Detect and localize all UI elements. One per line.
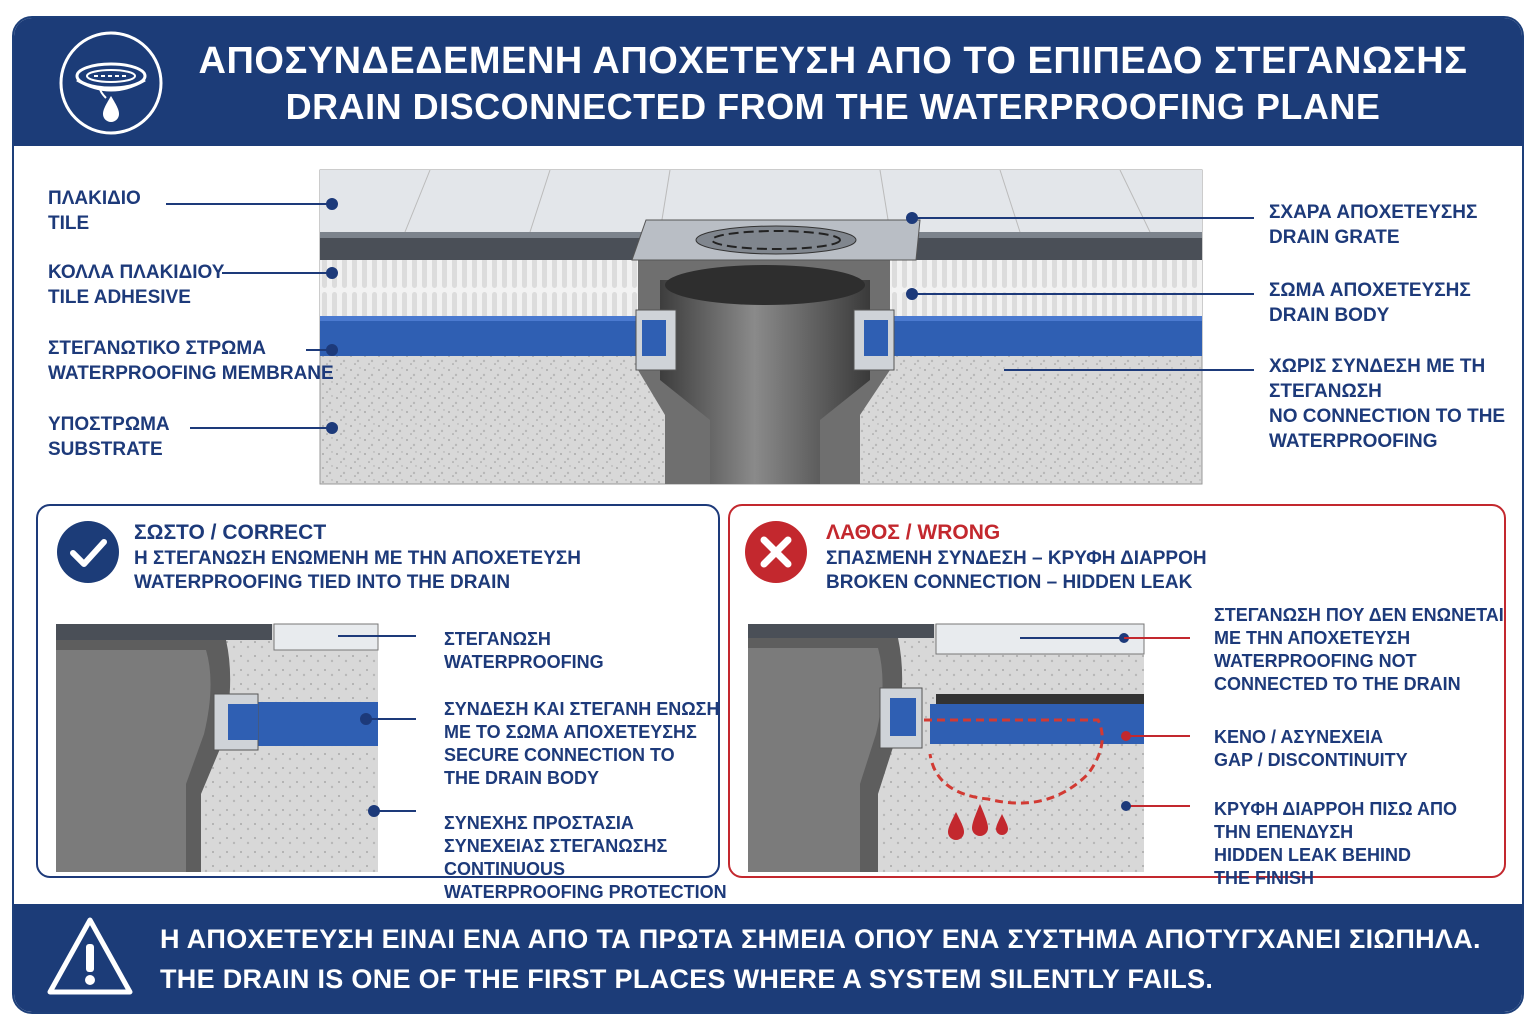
correct-title: ΣΩΣΤΟ / CORRECT bbox=[134, 521, 327, 544]
wrong-label-not-connected: ΣΤΕΓΑΝΩΣΗ ΠΟΥ ΔΕΝ ΕΝΩΝΕΤΑΙ ΜΕ ΤΗΝ ΑΠΟΧΕΤΕΥΣΗ WATERPROOFING NOT CONNECTED TO THE DRAIN bbox=[1214, 605, 1504, 694]
wrong-panel bbox=[728, 504, 1506, 888]
wrong-subtitle-english: BROKEN CONNECTION – HIDDEN LEAK bbox=[826, 572, 1193, 593]
label-no-connection: ΧΩΡΙΣ ΣΥΝΔΕΣΗ ΜΕ ΤΗ ΣΤΕΓΑΝΩΣΗ NO CONNECTION TO THE WATERPROOFING bbox=[1269, 356, 1506, 452]
label-waterproofing-membrane: ΣΤΕΓΑΝΩΤΙΚΟ ΣΤΡΩΜΑ WATERPROOFING MEMBRANE bbox=[48, 338, 334, 384]
correct-panel bbox=[36, 504, 727, 902]
main-leader-lines bbox=[14, 18, 1524, 498]
label-tile-adhesive: ΚΟΛΛΑ ΠΛΑΚΙΔΙΟΥ TILE ADHESIVE bbox=[48, 262, 225, 308]
warning-icon bbox=[44, 914, 136, 1000]
correct-subtitle-greek: Η ΣΤΕΓΑΝΩΣΗ ΕΝΩΜΕΝΗ ΜΕ ΤΗΝ ΑΠΟΧΕΤΕΥΣΗ bbox=[134, 548, 582, 569]
footer-warning-english: THE DRAIN IS ONE OF THE FIRST PLACES WHERE A SYSTEM SILENTLY FAILS. bbox=[160, 964, 1214, 994]
footer-banner bbox=[14, 904, 1522, 1012]
label-drain-grate: ΣΧΑΡΑ ΑΠΟΧΕΤΕΥΣΗΣ DRAIN GRATE bbox=[1269, 202, 1478, 248]
correct-subtitle-english: WATERPROOFING TIED INTO THE DRAIN bbox=[134, 572, 511, 593]
correct-leader-lines bbox=[38, 506, 722, 880]
wrong-label-gap: ΚΕΝΟ / ΑΣΥΝΕΧΕΙΑ GAP / DISCONTINUITY bbox=[1214, 727, 1408, 770]
label-tile: ΠΛΑΚΙΔΙΟ TILE bbox=[48, 188, 141, 234]
wrong-label-hidden-leak: ΚΡΥΦΗ ΔΙΑΡΡΟΗ ΠΙΣΩ ΑΠΟ ΤΗΝ ΕΠΕΝΔΥΣΗ HIDDEN LEAK BEHIND THE FINISH bbox=[1214, 799, 1457, 888]
correct-label-secure-connection: ΣΥΝΔΕΣΗ ΚΑΙ ΣΤΕΓΑΝΗ ΕΝΩΣΗ ΜΕ ΤΟ ΣΩΜΑ ΑΠΟΧΕΤΕΥΣΗΣ SECURE CONNECTION TO THE DRAIN BODY bbox=[444, 699, 720, 788]
wrong-subtitle-greek: ΣΠΑΣΜΕΝΗ ΣΥΝΔΕΣΗ – ΚΡΥΦΗ ΔΙΑΡΡΟΗ bbox=[826, 548, 1207, 569]
label-substrate: ΥΠΟΣΤΡΩΜΑ SUBSTRATE bbox=[48, 414, 170, 460]
title-english: DRAIN DISCONNECTED FROM THE WATERPROOFING PLANE bbox=[285, 86, 1381, 127]
footer-warning-greek: Η ΑΠΟΧΕΤΕΥΣΗ ΕΙΝΑΙ ΕΝΑ ΑΠΟ ΤΑ ΠΡΩΤΑ ΣΗΜΕΙΑ ΟΠΟΥ ΕΝΑ ΣΥΣΤΗΜΑ ΑΠΟΤΥΓΧΑΝΕΙ ΣΙΩΠΗΛΑ. bbox=[160, 924, 1481, 954]
correct-label-waterproofing: ΣΤΕΓΑΝΩΣΗ WATERPROOFING bbox=[444, 629, 604, 672]
wrong-title: ΛΑΘΟΣ / WRONG bbox=[826, 521, 1001, 544]
correct-label-continuous-protection: ΣΥΝΕΧΗΣ ΠΡΟΣΤΑΣΙΑ ΣΥΝΕΧΕΙΑΣ ΣΤΕΓΑΝΩΣΗΣ CONTINUOUS WATERPROOFING PROTECTION bbox=[444, 813, 727, 902]
title-greek: ΑΠΟΣΥΝΔΕΔΕΜΕΝΗ ΑΠΟΧΕΤΕΥΣΗ ΑΠΟ ΤΟ ΕΠΙΠΕΔΟ ΣΤΕΓΑΝΩΣΗΣ bbox=[198, 40, 1468, 82]
wrong-leader-lines bbox=[730, 506, 1508, 880]
label-drain-body: ΣΩΜΑ ΑΠΟΧΕΤΕΥΣΗΣ DRAIN BODY bbox=[1269, 280, 1471, 326]
infographic-frame bbox=[12, 16, 1524, 1014]
